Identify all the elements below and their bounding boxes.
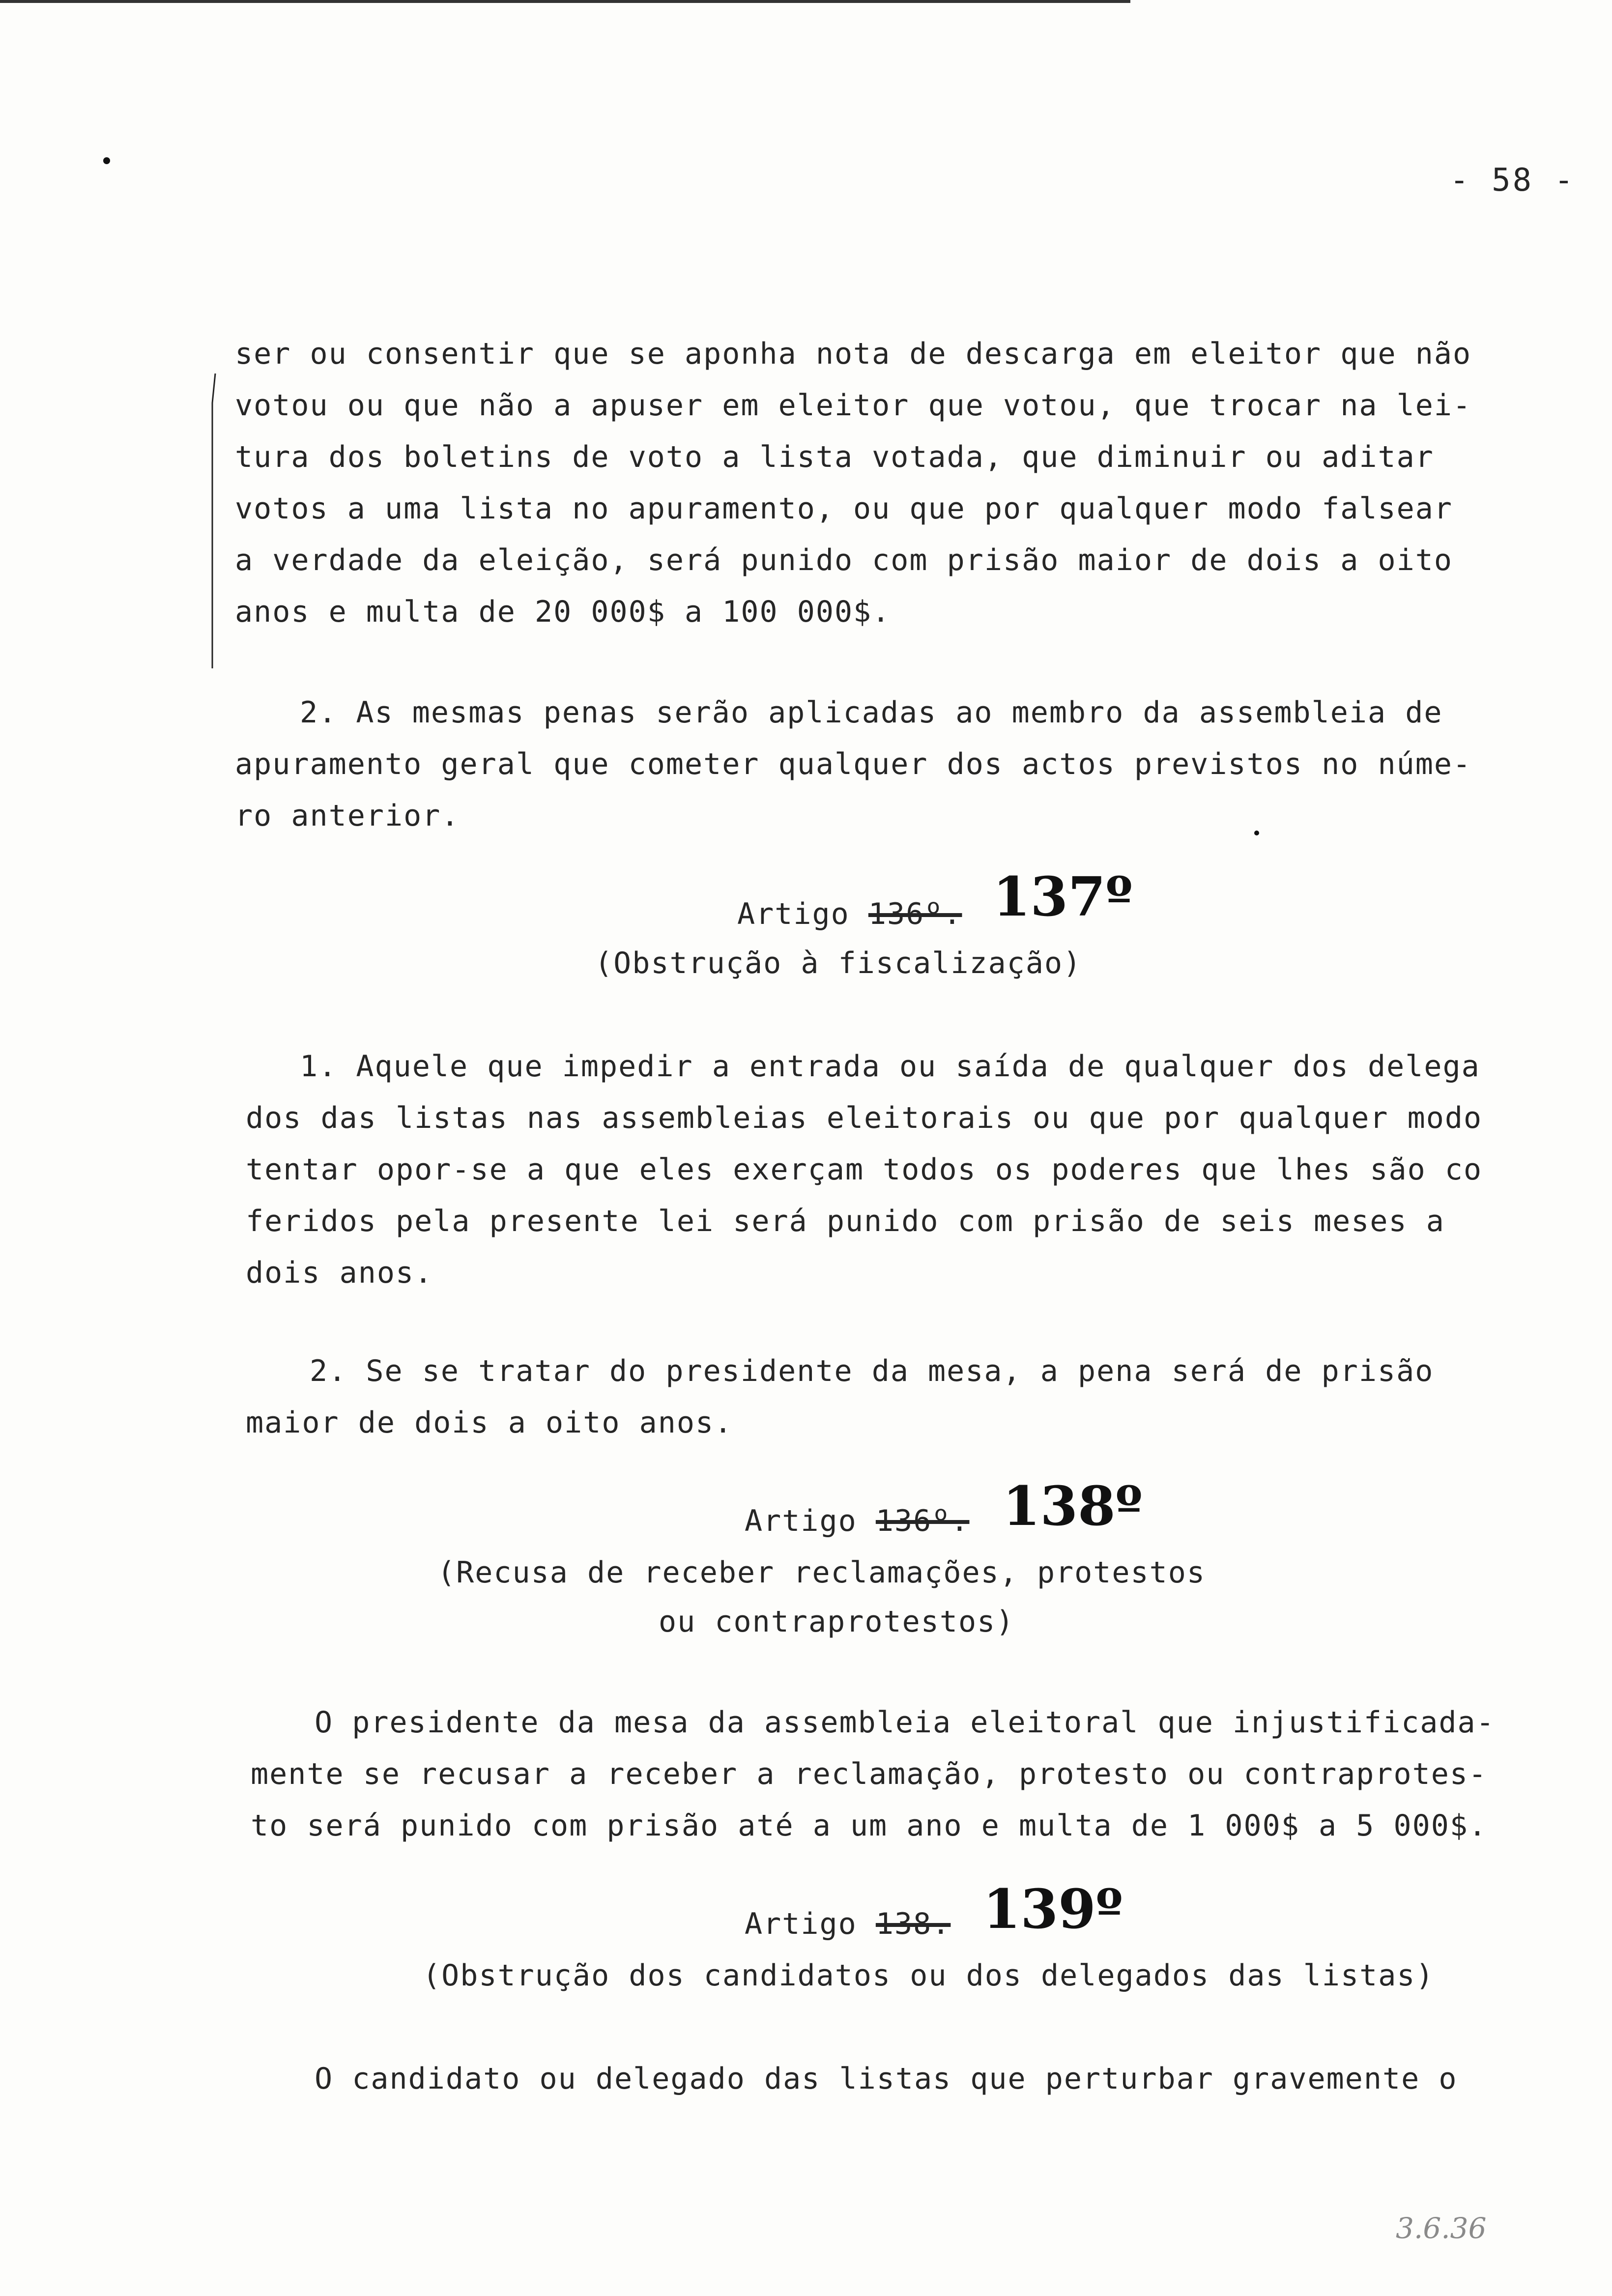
text-line: maior de dois a oito anos. (246, 1406, 733, 1440)
text-line: 2. Se se tratar do presidente da mesa, a pena será de prisão (310, 1354, 1434, 1388)
article-heading (745, 1506, 970, 1536)
text-line: votou ou que não a apuser em eleitor que votou, que trocar na lei- (235, 388, 1472, 423)
handwritten-article-number: 137º (993, 865, 1133, 928)
text-line: 1. Aquele que impedir a entrada ou saída de qualquer dos delega (300, 1049, 1480, 1084)
text-line: apuramento geral que cometer qualquer dos actos previstos no núme- (235, 747, 1472, 781)
text-line: O candidato ou delegado das listas que perturbar gravemente o (315, 2062, 1458, 2096)
margin-dot (103, 157, 110, 164)
text-line: votos a uma lista no apuramento, ou que por qualquer modo falsear (235, 491, 1453, 526)
text-line: ser ou consentir que se aponha nota de descarga em eleitor que não (235, 337, 1472, 371)
article-heading (737, 899, 962, 929)
footer-mark: 3.6.36 (1396, 2211, 1487, 2245)
text-line: mente se recusar a receber a reclamação, protesto ou contraprotes- (251, 1757, 1488, 1791)
text-line: anos e multa de 20 000$ a 100 000$. (235, 595, 891, 629)
text-line: feridos pela presente lei será punido com prisão de seis meses a (246, 1204, 1445, 1238)
handwritten-article-number: 138º (1003, 1474, 1143, 1538)
article-title: ou contraprotestos) (659, 1605, 1015, 1639)
text-line: to será punido com prisão até a um ano e multa de 1 000$ a 5 000$. (251, 1808, 1488, 1843)
text-line: tura dos boletins de voto a lista votada, que diminuir ou aditar (235, 440, 1434, 474)
article-label: Artigo (745, 1907, 857, 1941)
article-title: (Obstrução dos candidatos ou dos delegados das listas) (423, 1958, 1435, 1993)
margin-bracket (211, 373, 216, 668)
text-line: dos das listas nas assembleias eleitorais ou que por qualquer modo (246, 1101, 1483, 1135)
text-line: 2. As mesmas penas serão aplicadas ao membro da assembleia de (300, 695, 1443, 730)
margin-dot (1254, 831, 1259, 835)
struck-article-number: 136º. (868, 897, 962, 931)
top-rule (0, 0, 1130, 3)
article-label: Artigo (745, 1504, 857, 1538)
article-heading (745, 1909, 950, 1939)
struck-article-number: 138. (875, 1907, 951, 1941)
text-line: dois anos. (246, 1256, 433, 1290)
text-line: O presidente da mesa da assembleia eleitoral que injustificada- (315, 1705, 1495, 1740)
page-number: - 58 - (1450, 162, 1576, 199)
handwritten-article-number: 139º (983, 1877, 1123, 1941)
text-line: ro anterior. (235, 799, 460, 833)
text-line: tentar opor-se a que eles exerçam todos os poderes que lhes são co (246, 1152, 1483, 1187)
text-line: a verdade da eleição, será punido com prisão maior de dois a oito (235, 543, 1453, 577)
struck-article-number: 136º. (875, 1504, 970, 1538)
article-label: Artigo (737, 897, 850, 931)
article-title: (Recusa de receber reclamações, protestos (437, 1555, 1206, 1590)
article-title: (Obstrução à fiscalização) (595, 946, 1082, 980)
